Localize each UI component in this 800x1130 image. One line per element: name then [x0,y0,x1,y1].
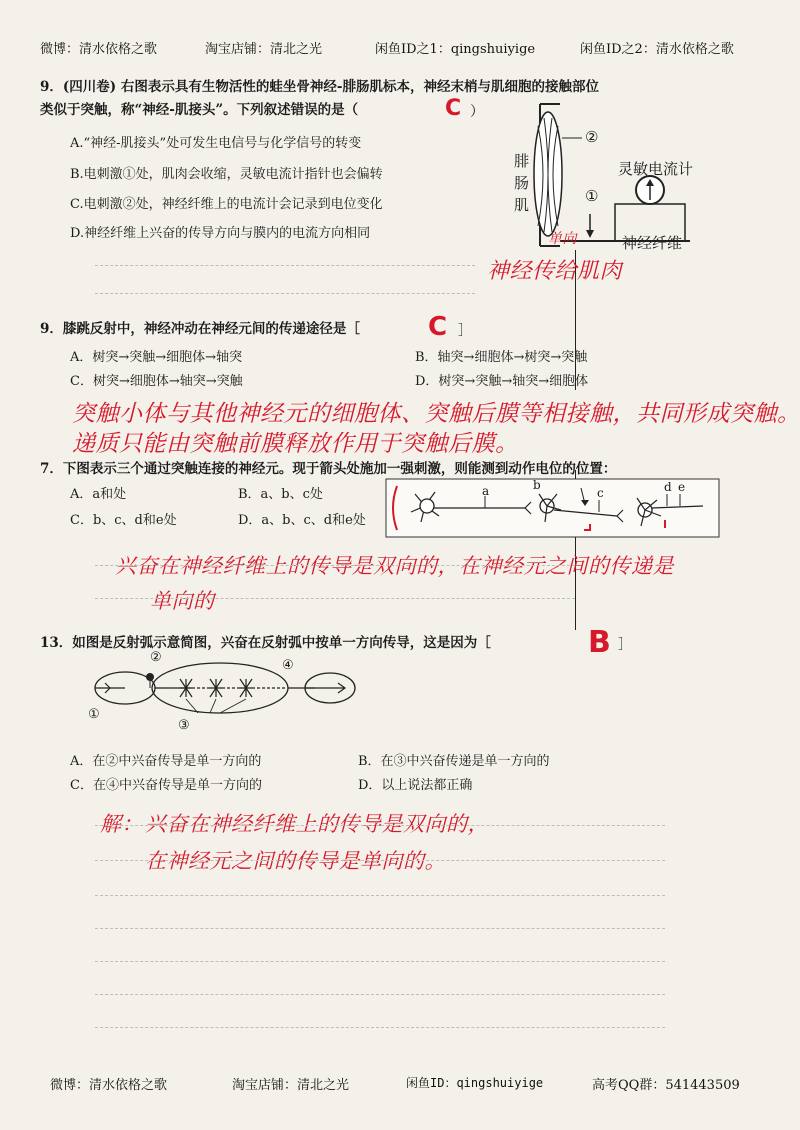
q2-handwritten-line1: 突触小体与其他神经元的细胞体、突触后膜等相接触，共同形成突触。 [72,401,800,427]
q1-stem-line1: 9．(四川卷) 右图表示具有生物活性的蛙坐骨神经-腓肠肌标本，神经末梢与肌细胞的接触部位 [40,79,599,95]
q3-option-a: A．a和处 [70,487,127,502]
q1-option-c: C.电刺激②处，神经纤维上的电流计会记录到电位变化 [70,197,383,212]
answer-rule [95,860,665,861]
q4-option-b: B．在③中兴奋传递是单一方向的 [358,754,550,769]
q2-answer-handwritten: C [428,312,448,342]
answer-rule [95,1027,665,1028]
q3-option-d: D．a、b、c、d和e处 [238,513,366,528]
answer-rule [95,994,665,995]
q1-meter-label: 灵敏电流计 [618,160,694,178]
q3-label-d: d [664,480,672,494]
q4-reflex-arc-figure [80,655,360,735]
q3-label-e: e [678,480,686,494]
q2-close-bracket: ］ [458,323,472,339]
header-xianyu-1: 闲鱼ID之1：qingshuiyige [375,42,536,57]
answer-rule [95,565,575,566]
q1-mark-2: ② [585,128,599,146]
answer-rule [95,293,475,294]
q2-handwritten-line2: 递质只能由突触前膜释放作用于突触后膜。 [72,431,519,457]
q3-option-b: B．a、b、c处 [238,487,323,502]
footer-qq: 高考QQ群：541443509 [592,1078,740,1093]
q1-option-b: B.电刺激①处，肌肉会收缩，灵敏电流计指针也会偏转 [70,167,383,182]
q4-handwritten-line1: 兴奋在神经纤维上的传导是双向的， [145,812,489,836]
q2-option-b: B．轴突→细胞体→树突→突触 [415,350,588,365]
q4-label-4: ④ [282,658,294,673]
answer-rule [95,265,475,266]
q3-label-a: a [482,484,490,498]
q1-muscle-label: 腓肠肌 [514,152,530,214]
header-weibo: 微博：清水依格之歌 [40,42,158,57]
answer-rule [95,598,575,599]
q2-stem: 9．膝跳反射中，神经冲动在神经元间的传递途径是［ [40,321,360,337]
q4-label-3: ③ [178,718,190,733]
q4-option-a: A．在②中兴奋传导是单一方向的 [70,754,262,769]
answer-rule [95,928,665,929]
q4-option-c: C．在④中兴奋传导是单一方向的 [70,778,262,793]
q2-option-c: C．树突→细胞体→轴突→突触 [70,374,243,389]
header-xianyu-2: 闲鱼ID之2：清水依格之歌 [580,42,734,57]
q3-option-c: C．b、c、d和e处 [70,513,177,528]
q1-answer-handwritten: C [445,96,462,121]
answer-rule [95,961,665,962]
q3-handwritten-line1: 兴奋在神经纤维上的传导是双向的，在神经元之间的传递是 [115,554,674,578]
q1-option-d: D.神经纤维上兴奋的传导方向与膜内的电流方向相同 [70,226,371,241]
q4-answer-handwritten: B [588,625,611,660]
q3-stem: 7．下图表示三个通过突触连接的神经元。现于箭头处施加一强刺激，则能测到动作电位的位置： [40,461,617,477]
q2-option-a: A．树突→突触→细胞体→轴突 [70,350,243,365]
q4-option-d: D．以上说法都正确 [358,778,473,793]
answer-rule [95,825,665,826]
q4-handwritten-line2: 在神经元之间的传导是单向的。 [145,849,446,873]
answer-rule [95,895,665,896]
q1-stem-line2: 类似于突触，称“神经-肌接头”。下列叙述错误的是（ [40,102,359,118]
footer-weibo: 微博：清水依格之歌 [50,1078,168,1093]
q3-handwritten-line2: 单向的 [150,589,215,613]
q1-option-a: A.“神经-肌接头”处可发生电信号与化学信号的转变 [70,136,362,151]
q1-handwritten-note: 神经传给肌肉 [487,259,623,284]
q4-label-2: ② [150,650,162,665]
q4-close-bracket: ］ [618,637,632,653]
q4-stem: 13．如图是反射弧示意简图，兴奋在反射弧中按单一方向传导，这是因为［ [40,635,491,651]
q1-handwritten-mark: 单向 [548,231,577,247]
footer-taobao: 淘宝店铺：清北之光 [232,1078,350,1093]
q3-label-c: c [597,486,604,500]
q1-fiber-label: 神经纤维 [622,234,683,252]
q4-handwritten-prefix: 解： [100,812,143,836]
header-taobao: 淘宝店铺：清北之光 [205,42,323,57]
q3-label-b: b [533,478,541,492]
footer-xianyu: 闲鱼ID：qingshuiyige [406,1076,544,1090]
q2-option-d: D．树突→突触→轴突→细胞体 [415,374,589,389]
q1-close-paren: ） [470,104,484,120]
q1-mark-1: ① [585,187,599,205]
q4-label-1: ① [88,707,100,722]
